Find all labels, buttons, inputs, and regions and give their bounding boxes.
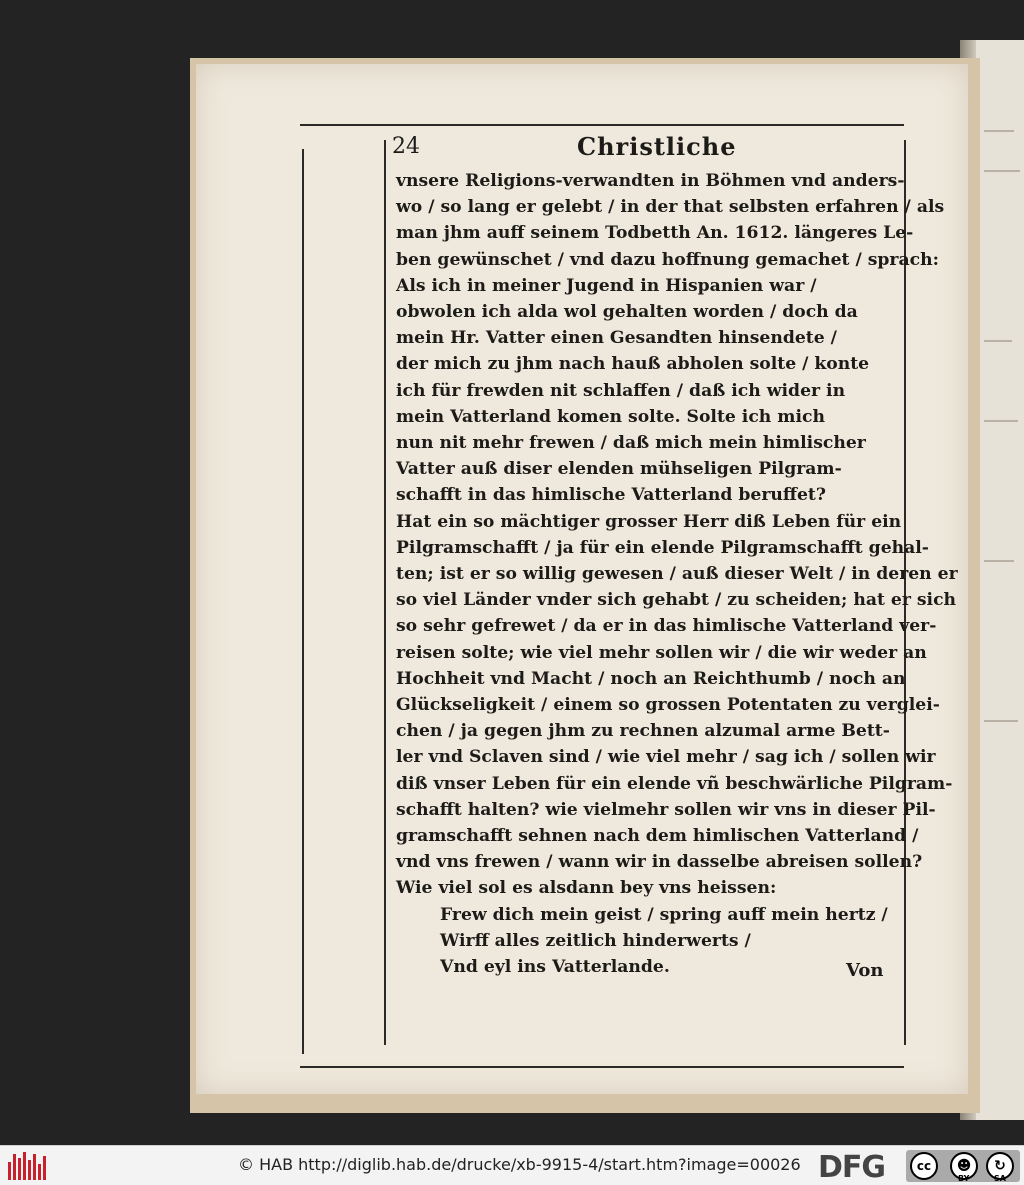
text-line: ich für frewden nit schlaffen / daß ich wider in bbox=[396, 380, 846, 401]
faint-text-line bbox=[984, 720, 1018, 722]
verse-line: Vnd eyl ins Vatterlande. bbox=[440, 957, 670, 978]
verse-line: Frew dich mein geist / spring auff mein hertz / bbox=[440, 904, 888, 925]
text-line: obwolen ich alda wol gehalten worden / doch da bbox=[396, 302, 858, 323]
text-line: Hat ein so mächtiger grosser Herr diß Leben für ein bbox=[396, 511, 902, 532]
text-line: mein Vatterland komen solte. Solte ich mich bbox=[396, 406, 825, 427]
text-line: schafft halten? wie vielmehr sollen wir vns in dieser Pil- bbox=[396, 799, 936, 820]
text-line: wo / so lang er gelebt / in der that selbsten erfahren / als bbox=[396, 197, 945, 218]
text-line: Pilgramschafft / ja für ein elende Pilgramschafft gehal- bbox=[396, 537, 929, 558]
text-line: mein Hr. Vatter einen Gesandten hinsendete / bbox=[396, 328, 837, 349]
verse-line: Wirff alles zeitlich hinderwerts / bbox=[440, 930, 751, 951]
by-label: BY bbox=[958, 1174, 970, 1183]
sa-label: SA bbox=[994, 1174, 1006, 1183]
text-line: man jhm auff seinem Todbetth An. 1612. längeres Le- bbox=[396, 223, 914, 244]
text-line: Als ich in meiner Jugend in Hispanien war / bbox=[396, 275, 817, 296]
by-icon: ☻ bbox=[950, 1152, 978, 1180]
page-number: 24 bbox=[392, 134, 420, 159]
text-line: Hochheit vnd Macht / noch an Reichthumb / noch an bbox=[396, 668, 906, 689]
catchword: Von bbox=[846, 960, 884, 981]
outer-margin-rule bbox=[302, 149, 304, 1054]
text-line: der mich zu jhm nach hauß abholen solte / konte bbox=[396, 354, 870, 375]
text-line: so sehr gefrewet / da er in das himlische Vatterland ver- bbox=[396, 616, 937, 637]
text-line: Wie viel sol es alsdann bey vns heissen: bbox=[396, 878, 777, 899]
text-line: so viel Länder vnder sich gehabt / zu scheiden; hat er sich bbox=[396, 590, 957, 611]
text-line: ben gewünschet / vnd dazu hoffnung gemachet / sprach: bbox=[396, 249, 939, 270]
faint-text-line bbox=[984, 560, 1014, 562]
cc-license-badge[interactable] bbox=[906, 1150, 1020, 1182]
text-line: reisen solte; wie viel mehr sollen wir / die wir weder an bbox=[396, 642, 927, 663]
hab-logo-icon[interactable] bbox=[8, 1152, 46, 1180]
book-page bbox=[196, 64, 968, 1094]
inner-margin-rule bbox=[384, 140, 386, 1045]
text-line: diß vnser Leben für ein elende vñ beschwärliche Pilgram- bbox=[396, 773, 953, 794]
dfg-logo[interactable]: DFG bbox=[818, 1150, 886, 1185]
text-line: Glückseligkeit / einem so grossen Potentaten zu verglei- bbox=[396, 695, 940, 716]
faint-text-line bbox=[984, 170, 1020, 172]
body-text bbox=[396, 168, 958, 980]
sa-icon: ↻ bbox=[986, 1152, 1014, 1180]
copyright-link[interactable]: © HAB http://diglib.hab.de/drucke/xb-9915-4/start.htm?image=00026 bbox=[238, 1155, 801, 1174]
faint-text-line bbox=[984, 340, 1012, 342]
text-line: schafft in das himlische Vatterland beruffet? bbox=[396, 485, 826, 506]
cc-icon: cc bbox=[910, 1152, 938, 1180]
text-line: vnd vns frewen / wann wir in dasselbe abreisen sollen? bbox=[396, 852, 923, 873]
text-line: nun nit mehr frewen / daß mich mein himlischer bbox=[396, 433, 866, 454]
text-line: chen / ja gegen jhm zu rechnen alzumal arme Bett- bbox=[396, 721, 890, 742]
text-line: vnsere Religions-verwandten in Böhmen vnd anders- bbox=[396, 171, 905, 191]
text-line: gramschafft sehnen nach dem himlischen Vatterland / bbox=[396, 826, 919, 847]
running-title: Christliche bbox=[577, 132, 737, 161]
text-line: Vatter auß diser elenden mühseligen Pilgram- bbox=[396, 459, 842, 480]
text-line: ler vnd Sclaven sind / wie viel mehr / sag ich / sollen wir bbox=[396, 747, 936, 768]
viewer-footer bbox=[0, 1145, 1024, 1185]
faint-text-line bbox=[984, 420, 1018, 422]
text-line: ten; ist er so willig gewesen / auß dieser Welt / in deren er bbox=[396, 564, 958, 585]
faint-text-line bbox=[984, 130, 1014, 132]
page-header bbox=[392, 130, 902, 160]
